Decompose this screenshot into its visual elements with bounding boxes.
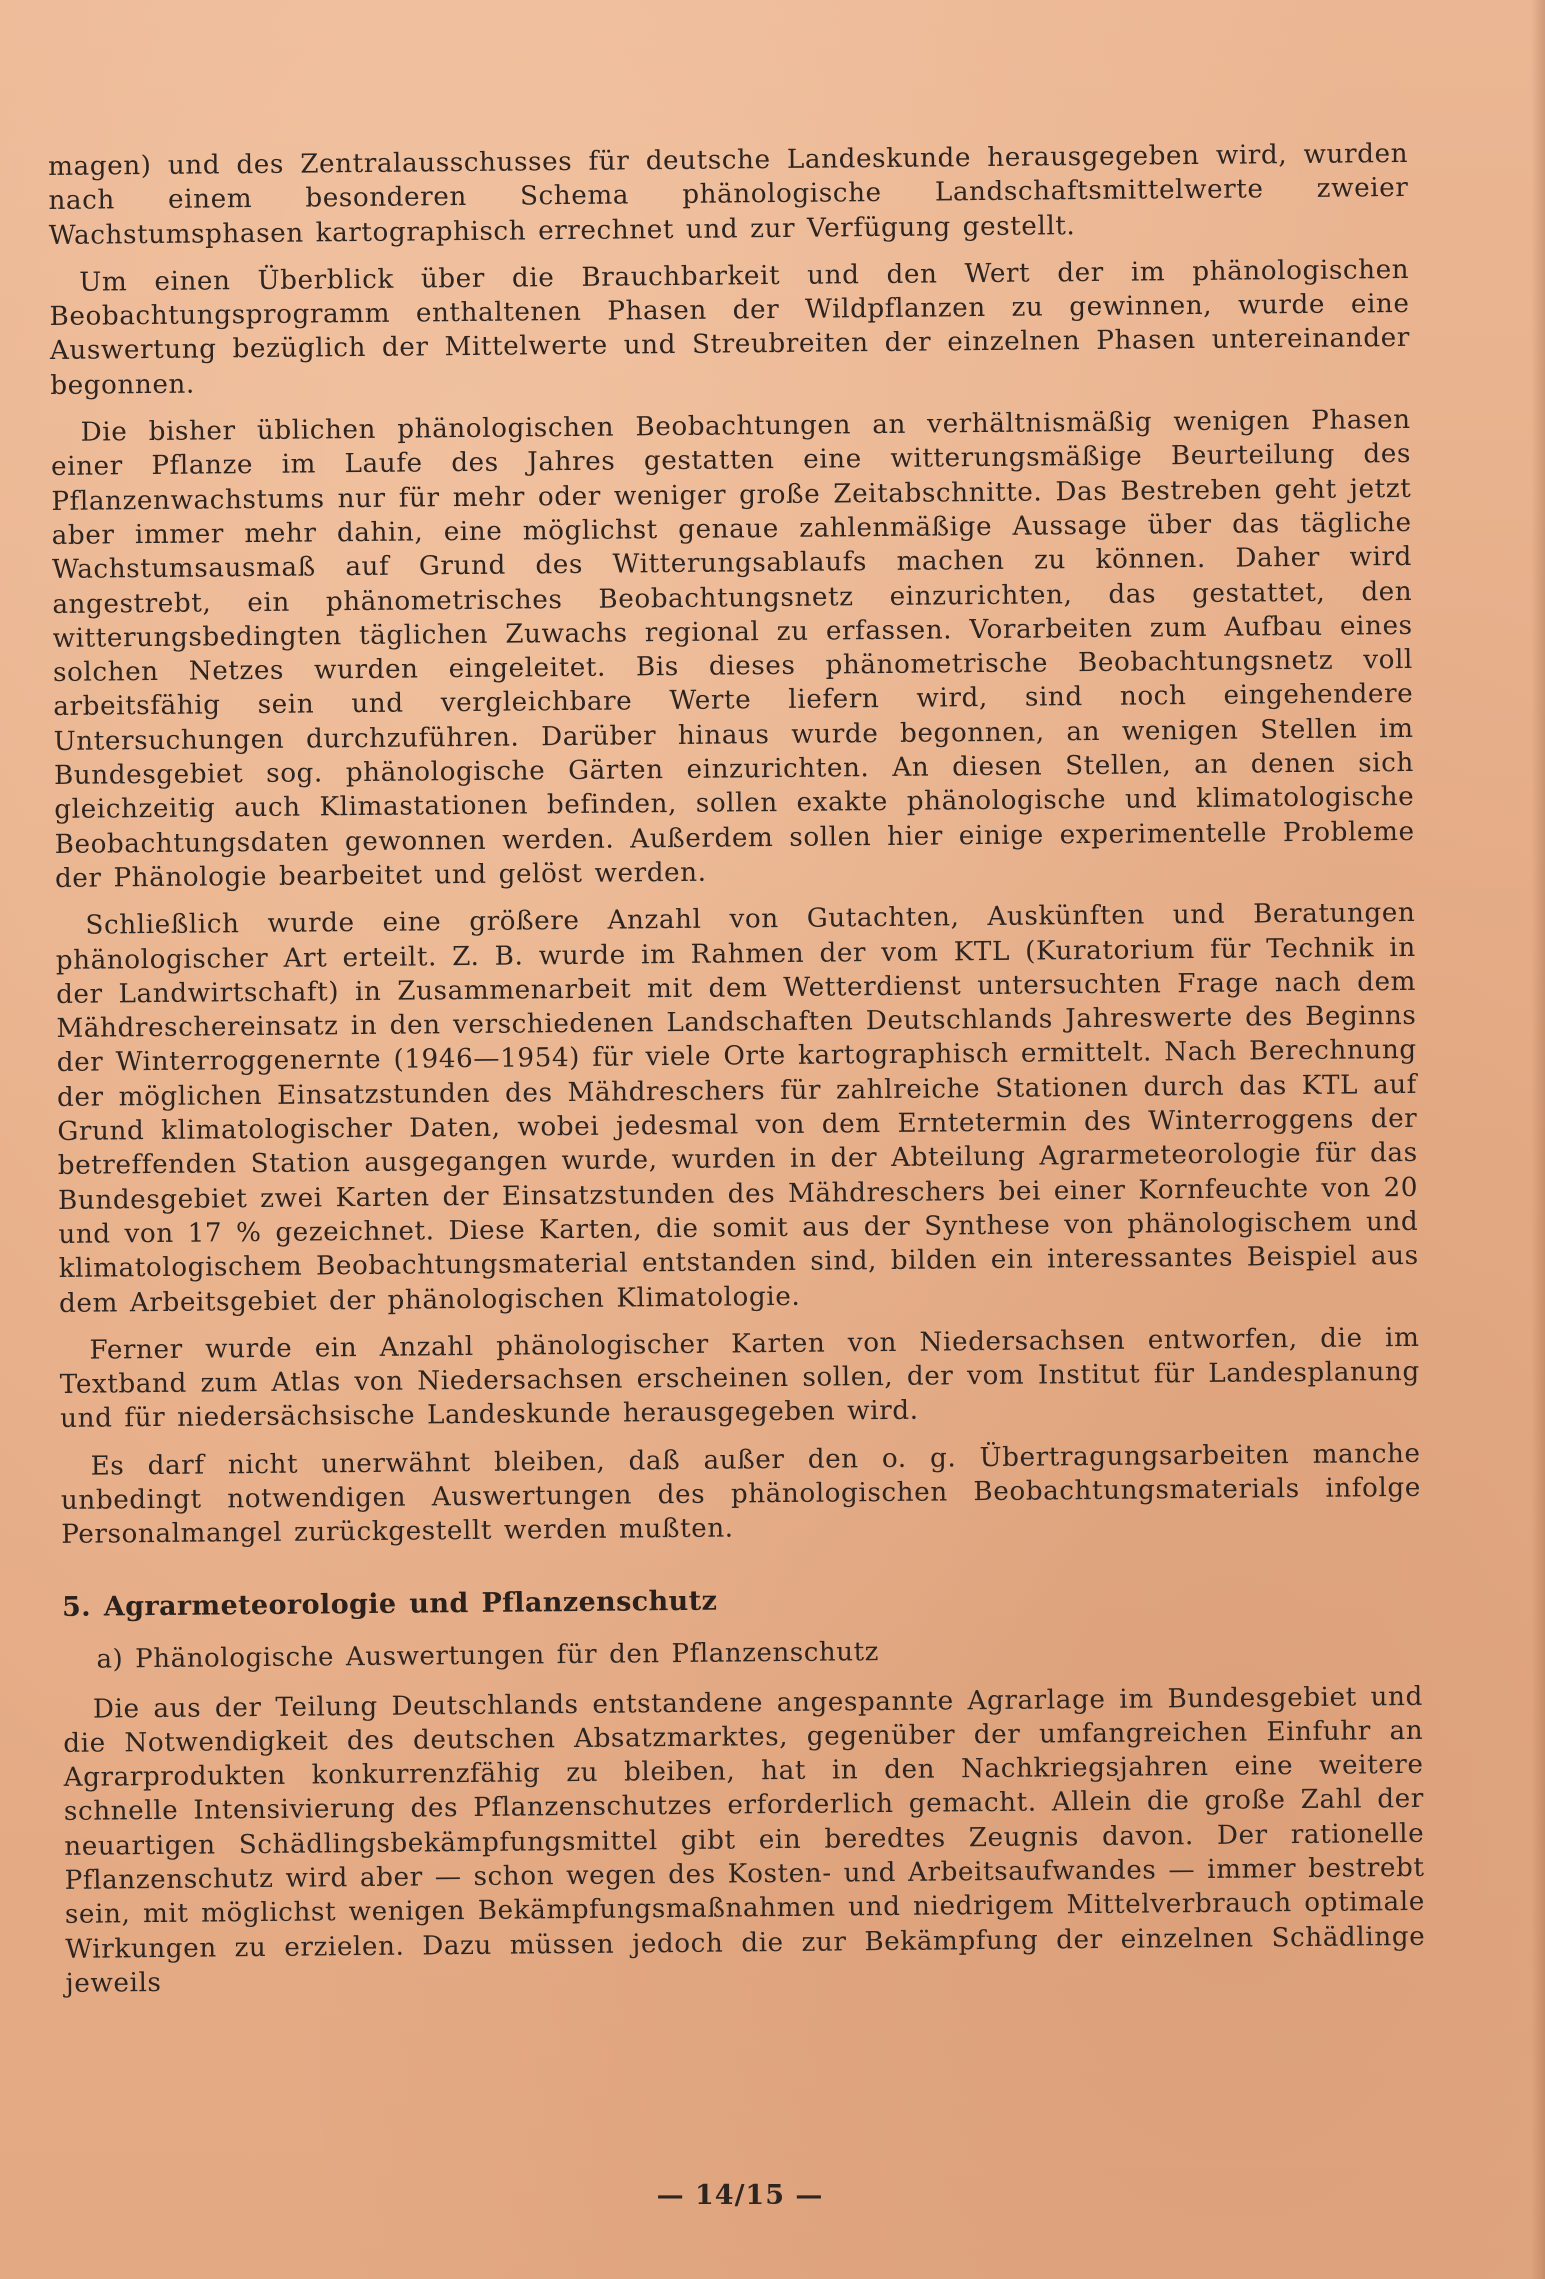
paragraph: Es darf nicht unerwähnt bleiben, daß außer den o. g. Übertragungsarbeiten manche unbedingt notwendigen Auswertungen des phänologischen Beobachtungsmaterials infolge Personalmangel zurückgestellt werden mußten. (60, 1438, 1422, 1551)
paragraph: Die aus der Teilung Deutschlands entstandene angespannte Agrarlage im Bundesgebiet und die Notwendigkeit des deutschen Absatzmarktes, gegenüber der umfangreichen Einfuhr an Agrarprodukten konkurrenzfähig zu bleiben, hat in den Nachkriegsjahren eine weitere schnelle Intensivierung des Pflanzenschutzes erforderlich gemacht. Allein die große Zahl der neuartigen Schädlingsbekämpfungsmittel gibt ein beredtes Zeugnis davon. Der rationelle Pflanzenschutz wird aber — schon wegen des Kosten- und Arbeitsaufwandes — immer bestrebt sein, mit möglichst wenigen Bekämpfungsmaßnahmen und niedrigem Mittelverbrauch optimale Wirkungen zu erzielen. Dazu müssen jedoch die zur Bekämpfung der einzelnen Schädlinge jeweils (63, 1681, 1426, 1999)
page-number: — 14/15 — (656, 2180, 824, 2211)
paragraph: Um einen Überblick über die Brauchbarkeit und den Wert der im phänologischen Beobachtungsprogramm enthaltenen Phasen der Wildpflanzen zu gewinnen, wurde eine Auswertung bezüglich der Mittelwerte und Streubreiten der einzelnen Phasen untereinander begonnen. (49, 254, 1411, 401)
paragraph: Die bisher üblichen phänologischen Beobachtungen an verhältnismäßig wenigen Phasen einer Pflanze im Laufe des Jahres gestatten eine witterungsmäßige Beurteilung des Pflanzenwachstums nur für mehr oder weniger große Zeitabschnitte. Das Bestreben geht jetzt aber immer mehr dahin, eine möglichst genaue zahlenmäßige Aussage über das tägliche Wachstumsausmaß auf Grund des Witterungsablaufs machen zu können. Daher wird angestrebt, ein phänometrisches Beobachtungsnetz einzurichten, das gestattet, den witterungsbedingten täglichen Zuwachs regional zu erfassen. Vorarbeiten zum Aufbau eines solchen Netzes wurden eingeleitet. Bis dieses phänometrische Beobachtungsnetz voll arbeitsfähig sein und vergleichbare Werte liefern wird, sind noch eingehendere Untersuchungen durchzuführen. Darüber hinaus wurde begonnen, an wenigen Stellen im Bundesgebiet sog. phänologische Gärten einzurichten. An diesen Stellen, an denen sich gleichzeitig auch Klimastationen befinden, sollen exakte phänologische und klimatologische Beobachtungsdaten gewonnen werden. Außerdem sollen hier einige experimentelle Probleme der Phänologie bearbeitet und gelöst werden. (50, 405, 1415, 894)
paragraph: Schließlich wurde eine größere Anzahl von Gutachten, Auskünften und Beratungen phänologischer Art erteilt. Z. B. wurde im Rahmen der vom KTL (Kuratorium für Technik in der Landwirtschaft) in Zusammenarbeit mit dem Wetterdienst untersuchten Frage nach dem Mähdreschereinsatz in den verschiedenen Landschaften Deutschlands Jahreswerte des Beginns der Winterroggenernte (1946—1954) für viele Orte kartographisch ermittelt. Nach Berechnung der möglichen Einsatzstunden des Mähdreschers für zahlreiche Stationen durch das KTL auf Grund klimatologischer Daten, wobei jedesmal von dem Erntetermin des Winterroggens der betreffenden Station ausgegangen wurde, wurden in der Abteilung Agrarmeteorologie für das Bundesgebiet zwei Karten der Einsatzstunden des Mähdreschers bei einer Kornfeuchte von 20 und von 17 % gezeichnet. Diese Karten, die somit aus der Synthese von phänologischem und klimatologischem Beobachtungsmaterial entstanden sind, bilden ein interessantes Beispiel aus dem Arbeitsgebiet der phänologischen Klimatologie. (55, 898, 1419, 1319)
section-heading: 5. Agrarmeteorologie und Pflanzenschutz (61, 1585, 718, 1623)
paragraph: Ferner wurde ein Anzahl phänologischer Karten von Niedersachsen entworfen, die im Textband zum Atlas von Niedersachsen erscheinen sollen, der vom Institut für Landesplanung und für niedersächsische Landeskunde herausgegeben wird. (59, 1322, 1420, 1435)
paragraph: magen) und des Zentralausschusses für deutsche Landeskunde herausgegeben wird, wurden nach einem besonderen Schema phänologische Landschaftsmittelwerte zweier Wachstumsphasen kartographisch errechnet und zur Verfügung gestellt. (48, 138, 1409, 251)
document-body (48, 137, 1426, 2014)
subsection-heading: a) Phänologische Auswertungen für den Pflanzenschutz (96, 1636, 880, 1675)
